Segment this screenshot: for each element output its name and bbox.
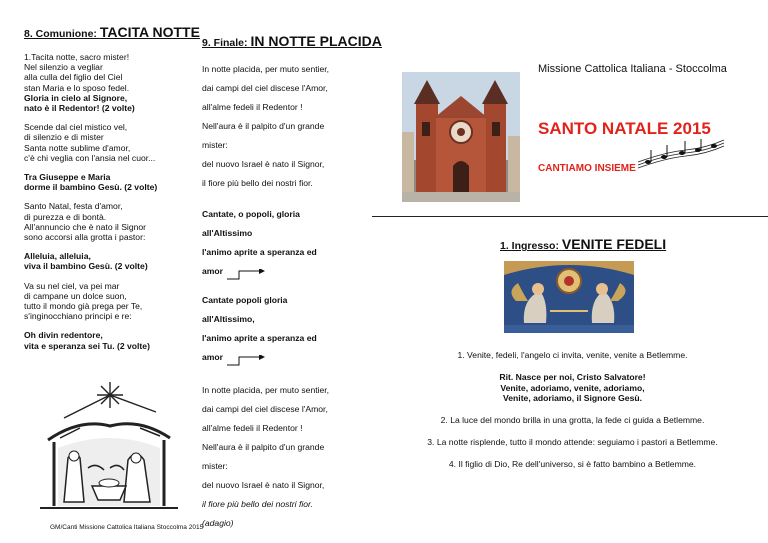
- finale-title: 9. Finale: IN NOTTE PLACIDA: [202, 33, 382, 49]
- refrain1-last-line: amor: [202, 262, 372, 281]
- church-photo: [402, 72, 520, 202]
- verse-1: 1. Venite, fedeli, l'angelo ci invita, venite, venite a Betlemme.: [457, 350, 688, 360]
- repeat-arrow-icon: [225, 269, 269, 281]
- nativity-drawing: [40, 378, 178, 516]
- verse-2: 2. La luce del mondo brilla in una grotta, la fede ci guida a Betlemme.: [440, 415, 705, 425]
- section-divider: [372, 216, 768, 217]
- comunione-title: 8. Comunione: TACITA NOTTE: [24, 24, 200, 40]
- ingresso-title: 1. Ingresso: VENITE FEDELI: [500, 236, 667, 252]
- tacita-notte-lyrics: 1.Tacita notte, sacro mister! Nel silenzio a vegliar alla culla del figlio del Ciel stan Maria e lo sposo fedel. Gloria in cielo al Signore, nato è il Redentor! (2 volte) Scende dal ciel mistico vel, di silenzio e di mister Santa notte sublime d'amor, c'è chi veglia con l'ansia nel cuor... Tra Giuseppe e Maria dorme il bambino Gesù. (2 volte) Santo Natal, festa d'amor, di purezza e di bontà. All'annuncio che è nato il Signor sono accorsi alla grotta i pastor: Alleluia, alleluia, viva il bambino Gesù. (2 volte) Va su nel ciel, va pei mar di campane un dolce suon, tutto il mondo già prega per Te, s'inginocchiano principi e re: Oh divin redentore, vita e speranza sei Tu. (2 volte): [24, 52, 158, 351]
- venite-refrain: Rit. Nasce per noi, Cristo Salvatore! Venite, adoriamo, venite, adoriamo, Venite, adoriamo, il Signore Gesù.: [499, 372, 646, 403]
- refrain2-last-line: amor: [202, 348, 372, 367]
- verse-4: 4. Il figlio di Dio, Re dell'universo, si è fatto bambino a Betlemme.: [448, 459, 697, 469]
- repeat-arrow-icon: [225, 355, 269, 367]
- main-title: SANTO NATALE 2015: [538, 119, 711, 138]
- mission-name: Missione Cattolica Italiana - Stoccolma: [538, 63, 727, 75]
- in-notte-placida-lyrics: In notte placida, per muto sentier, dai campi del ciel discese l'Amor, all'alme fedeli il Redentor ! Nell'aura è il palpito d'un grande mister: del nuovo Israel è nato il Signor, il fiore più bello dei nostri fior. Cantate, o popoli, gloria all'Altissimo l'animo aprite a speranza ed amor Cantate popoli gloria all'Altissimo, l'animo aprite a speranza ed amor In notte placida, per muto sentier, dai campi del ciel discese l'Amor, all'alme fedeli il Redentor ! Nell'aura è il palpito d'un grande mister: del nuovo Israel è nato il Signor, il fiore più bello dei nostri fior. (adagio): [202, 60, 372, 533]
- music-notes-icon: [636, 138, 726, 170]
- footer-note: GM/Canti Missione Cattolica Italiana Stoccolma 2015: [50, 524, 204, 531]
- verse-3: 3. La notte risplende, tutto il mondo attende: seguiamo i pastori a Betlemme.: [427, 437, 718, 447]
- subtitle: CANTIAMO INSIEME: [538, 163, 636, 174]
- angels-mosaic: [504, 261, 634, 333]
